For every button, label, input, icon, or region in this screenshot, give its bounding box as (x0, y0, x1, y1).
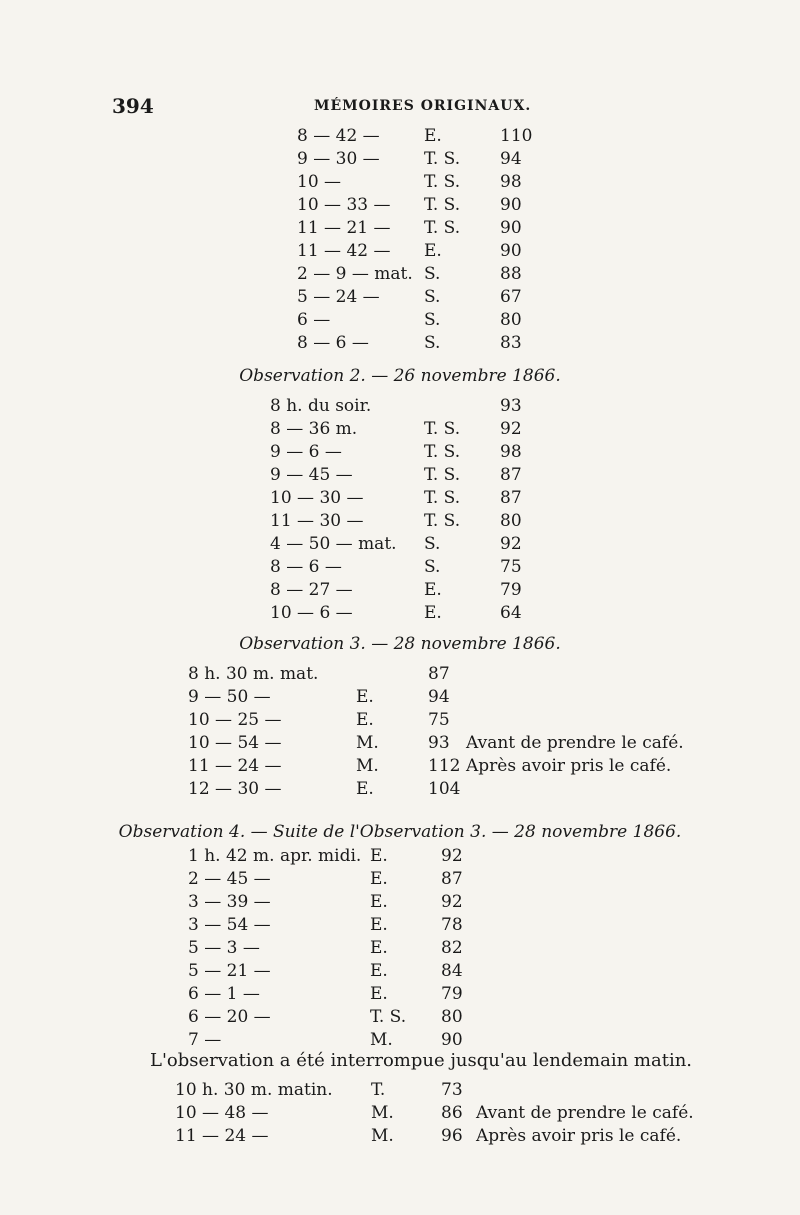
cell-value: 87 (428, 664, 450, 684)
cell-state: E. (370, 915, 388, 935)
cell-value: 92 (441, 892, 463, 912)
cell-time: 1 h. 42 m. apr. midi. (188, 846, 362, 866)
cell-value: 64 (500, 603, 522, 623)
cell-value: 80 (500, 310, 522, 330)
table-row (0, 580, 800, 603)
table-row (0, 664, 800, 687)
table-row (0, 218, 800, 241)
cell-time: 3 — 54 — (188, 915, 271, 935)
cell-time: 9 — 6 — (270, 442, 342, 462)
cell-value: 80 (441, 1007, 463, 1027)
cell-state: E. (356, 687, 374, 707)
cell-time: 8 h. du soir. (270, 396, 372, 416)
cell-state: T. S. (424, 419, 461, 439)
cell-state: M. (370, 1030, 393, 1050)
cell-value: 87 (500, 465, 522, 485)
cell-state: S. (424, 534, 441, 554)
cell-time: 2 — 9 — mat. (297, 264, 413, 284)
cell-state: S. (424, 287, 441, 307)
cell-time: 12 — 30 — (188, 779, 282, 799)
cell-state: M. (371, 1103, 394, 1123)
cell-state: S. (424, 310, 441, 330)
cell-value: 93 (500, 396, 522, 416)
table-row (0, 488, 800, 511)
table-row (0, 892, 800, 915)
cell-value: 90 (441, 1030, 463, 1050)
table-row (0, 149, 800, 172)
cell-value: 90 (500, 195, 522, 215)
cell-value: 92 (500, 534, 522, 554)
cell-time: 10 — 25 — (188, 710, 282, 730)
cell-state: E. (356, 779, 374, 799)
cell-remark: Après avoir pris le café. (476, 1126, 682, 1146)
table-row (0, 687, 800, 710)
cell-time: 11 — 21 — (297, 218, 391, 238)
cell-state: M. (356, 733, 379, 753)
cell-state: E. (370, 892, 388, 912)
cell-time: 10 — 6 — (270, 603, 353, 623)
cell-value: 79 (500, 580, 522, 600)
cell-value: 82 (441, 938, 463, 958)
table-row (0, 733, 800, 756)
cell-state: S. (424, 333, 441, 353)
cell-value: 94 (428, 687, 450, 707)
cell-state: E. (424, 126, 442, 146)
cell-value: 75 (500, 557, 522, 577)
table-row (0, 915, 800, 938)
cell-state: E. (424, 241, 442, 261)
cell-value: 112 (428, 756, 461, 776)
table-row (0, 310, 800, 333)
cell-state: E. (370, 846, 388, 866)
page-number: 394 (112, 94, 154, 118)
table-row (0, 396, 800, 419)
cell-state: T. S. (424, 511, 461, 531)
cell-state: S. (424, 557, 441, 577)
cell-time: 5 — 21 — (188, 961, 271, 981)
table-row (0, 172, 800, 195)
cell-state: E. (370, 869, 388, 889)
cell-state: T. S. (424, 149, 461, 169)
cell-state: M. (356, 756, 379, 776)
cell-time: 11 — 42 — (297, 241, 391, 261)
observation-4-table (0, 846, 800, 1053)
cell-value: 90 (500, 241, 522, 261)
cell-time: 5 — 3 — (188, 938, 260, 958)
cell-time: 7 — (188, 1030, 222, 1050)
cell-state: T. S. (424, 195, 461, 215)
cell-value: 87 (500, 488, 522, 508)
cell-time: 9 — 45 — (270, 465, 353, 485)
table-row (0, 603, 800, 626)
cell-time: 10 — 48 — (175, 1103, 269, 1123)
cell-time: 8 — 27 — (270, 580, 353, 600)
next-morning-table (0, 1080, 800, 1149)
cell-value: 92 (500, 419, 522, 439)
cell-time: 10 — 54 — (188, 733, 282, 753)
cell-state: E. (370, 961, 388, 981)
cell-value: 87 (441, 869, 463, 889)
table-row (0, 710, 800, 733)
cell-state: M. (371, 1126, 394, 1146)
cell-value: 75 (428, 710, 450, 730)
cell-time: 9 — 50 — (188, 687, 271, 707)
observation-1-table (0, 126, 800, 356)
cell-value: 96 (441, 1126, 463, 1146)
table-row (0, 1007, 800, 1030)
cell-value: 92 (441, 846, 463, 866)
cell-time: 6 — (297, 310, 331, 330)
cell-time: 8 h. 30 m. mat. (188, 664, 319, 684)
table-row (0, 557, 800, 580)
table-row (0, 1080, 800, 1103)
page-header (0, 94, 800, 118)
cell-value: 90 (500, 218, 522, 238)
table-row (0, 534, 800, 557)
cell-time: 3 — 39 — (188, 892, 271, 912)
cell-state: T. S. (424, 218, 461, 238)
observation-2-table (0, 396, 800, 626)
cell-value: 73 (441, 1080, 463, 1100)
cell-state: E. (370, 984, 388, 1004)
table-row (0, 465, 800, 488)
cell-time: 4 — 50 — mat. (270, 534, 397, 554)
observation-3-table (0, 664, 800, 802)
cell-remark: Après avoir pris le café. (466, 756, 672, 776)
cell-value: 98 (500, 172, 522, 192)
cell-state: T. S. (424, 465, 461, 485)
table-row (0, 511, 800, 534)
cell-remark: Avant de prendre le café. (466, 733, 684, 753)
table-row (0, 984, 800, 1007)
cell-remark: Avant de prendre le café. (476, 1103, 694, 1123)
cell-state: T. S. (424, 172, 461, 192)
cell-state: E. (356, 710, 374, 730)
cell-state: E. (370, 938, 388, 958)
table-row (0, 287, 800, 310)
cell-time: 9 — 30 — (297, 149, 380, 169)
cell-value: 88 (500, 264, 522, 284)
cell-time: 2 — 45 — (188, 869, 271, 889)
cell-time: 6 — 20 — (188, 1007, 271, 1027)
cell-state: T. S. (370, 1007, 407, 1027)
cell-value: 79 (441, 984, 463, 1004)
observation-4-heading: Observation 4. — Suite de l'Observation 3. — 28 novembre 1866. (118, 822, 682, 842)
table-row (0, 241, 800, 264)
cell-value: 83 (500, 333, 522, 353)
cell-time: 8 — 36 m. (270, 419, 358, 439)
cell-value: 110 (500, 126, 533, 146)
cell-value: 67 (500, 287, 522, 307)
table-row (0, 756, 800, 779)
cell-state: S. (424, 264, 441, 284)
cell-time: 8 — 6 — (297, 333, 369, 353)
table-row (0, 779, 800, 802)
table-row (0, 961, 800, 984)
cell-time: 11 — 30 — (270, 511, 364, 531)
cell-value: 78 (441, 915, 463, 935)
cell-value: 104 (428, 779, 461, 799)
table-row (0, 333, 800, 356)
table-row (0, 264, 800, 287)
cell-state: E. (424, 580, 442, 600)
cell-state: T. (371, 1080, 386, 1100)
observation-3-heading: Observation 3. — 28 novembre 1866. (239, 634, 561, 654)
cell-state: T. S. (424, 488, 461, 508)
table-row (0, 195, 800, 218)
cell-value: 93 (428, 733, 450, 753)
table-row (0, 126, 800, 149)
table-row (0, 1126, 800, 1149)
cell-time: 11 — 24 — (188, 756, 282, 776)
cell-time: 11 — 24 — (175, 1126, 269, 1146)
table-row (0, 846, 800, 869)
running-title: MÉMOIRES ORIGINAUX. (314, 98, 532, 114)
cell-time: 6 — 1 — (188, 984, 260, 1004)
cell-time: 10 — 33 — (297, 195, 391, 215)
observation-2-heading: Observation 2. — 26 novembre 1866. (239, 366, 561, 386)
cell-value: 98 (500, 442, 522, 462)
cell-time: 8 — 6 — (270, 557, 342, 577)
table-row (0, 442, 800, 465)
table-row (0, 869, 800, 892)
cell-value: 94 (500, 149, 522, 169)
table-row (0, 938, 800, 961)
cell-time: 10 — 30 — (270, 488, 364, 508)
cell-value: 84 (441, 961, 463, 981)
table-row (0, 1103, 800, 1126)
cell-value: 80 (500, 511, 522, 531)
cell-state: T. S. (424, 442, 461, 462)
cell-time: 5 — 24 — (297, 287, 380, 307)
interruption-note: L'observation a été interrompue jusqu'au lendemain matin. (150, 1050, 693, 1071)
cell-value: 86 (441, 1103, 463, 1123)
cell-time: 8 — 42 — (297, 126, 380, 146)
cell-time: 10 — (297, 172, 342, 192)
cell-state: E. (424, 603, 442, 623)
cell-time: 10 h. 30 m. matin. (175, 1080, 333, 1100)
table-row (0, 419, 800, 442)
